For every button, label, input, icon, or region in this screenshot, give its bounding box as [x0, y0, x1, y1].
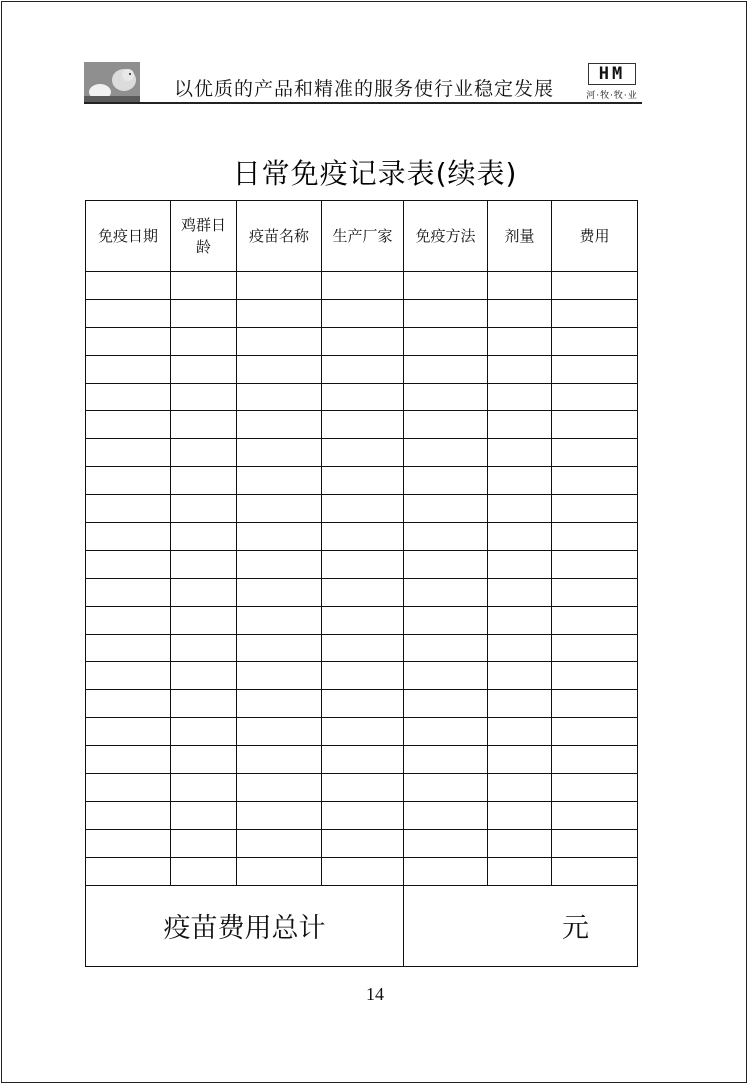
column-header-dosage: 剂量	[488, 201, 552, 272]
cell-date[interactable]	[86, 662, 171, 690]
cell-date[interactable]	[86, 801, 171, 829]
cell-vaccine-name[interactable]	[237, 550, 322, 578]
cell-flock-age[interactable]	[171, 355, 237, 383]
table-row	[86, 801, 638, 829]
header-slogan: 以优质的产品和精准的服务使行业稳定发展	[174, 78, 555, 100]
cell-vaccine-name[interactable]	[237, 690, 322, 718]
cell-dosage[interactable]	[488, 718, 552, 746]
cell-manufacturer[interactable]	[322, 439, 404, 467]
table-row	[86, 411, 638, 439]
cell-cost[interactable]	[552, 467, 638, 495]
cell-vaccine-name[interactable]	[237, 495, 322, 523]
cell-vaccine-name[interactable]	[237, 439, 322, 467]
table-row	[86, 439, 638, 467]
cell-date[interactable]	[86, 634, 171, 662]
cell-method[interactable]	[404, 857, 488, 885]
cell-flock-age[interactable]	[171, 774, 237, 802]
cell-date[interactable]	[86, 606, 171, 634]
cell-vaccine-name[interactable]	[237, 801, 322, 829]
cell-cost[interactable]	[552, 439, 638, 467]
column-header-vaccine-name: 疫苗名称	[237, 201, 322, 272]
cell-cost[interactable]	[552, 495, 638, 523]
cell-method[interactable]	[404, 690, 488, 718]
cell-flock-age[interactable]	[171, 829, 237, 857]
cell-method[interactable]	[404, 774, 488, 802]
cell-method[interactable]	[404, 746, 488, 774]
cell-flock-age[interactable]	[171, 467, 237, 495]
cell-manufacturer[interactable]	[322, 383, 404, 411]
header-divider	[84, 102, 642, 104]
cell-method[interactable]	[404, 355, 488, 383]
column-header-flock-age	[171, 201, 237, 272]
cell-flock-age[interactable]	[171, 495, 237, 523]
table-row	[86, 355, 638, 383]
table-row	[86, 774, 638, 802]
cell-method[interactable]	[404, 634, 488, 662]
cell-vaccine-name[interactable]	[237, 774, 322, 802]
cell-method[interactable]	[404, 467, 488, 495]
cell-dosage[interactable]	[488, 746, 552, 774]
cell-date[interactable]	[86, 355, 171, 383]
cell-method[interactable]	[404, 578, 488, 606]
cell-manufacturer[interactable]	[322, 746, 404, 774]
table-row	[86, 299, 638, 327]
cell-method[interactable]	[404, 383, 488, 411]
cell-vaccine-name[interactable]	[237, 272, 322, 300]
cell-vaccine-name[interactable]	[237, 662, 322, 690]
cell-method[interactable]	[404, 411, 488, 439]
cell-cost[interactable]	[552, 857, 638, 885]
company-logo	[583, 63, 641, 101]
cell-method[interactable]	[404, 495, 488, 523]
cell-vaccine-name[interactable]	[237, 718, 322, 746]
cell-manufacturer[interactable]	[322, 272, 404, 300]
cell-dosage[interactable]	[488, 606, 552, 634]
cell-cost[interactable]	[552, 299, 638, 327]
cell-flock-age[interactable]	[171, 327, 237, 355]
cell-manufacturer[interactable]	[322, 634, 404, 662]
cell-cost[interactable]	[552, 523, 638, 551]
cell-dosage[interactable]	[488, 634, 552, 662]
cell-vaccine-name[interactable]	[237, 383, 322, 411]
cell-date[interactable]	[86, 299, 171, 327]
cell-cost[interactable]	[552, 383, 638, 411]
cell-method[interactable]	[404, 801, 488, 829]
cell-flock-age[interactable]	[171, 857, 237, 885]
cell-vaccine-name[interactable]	[237, 299, 322, 327]
cell-dosage[interactable]	[488, 439, 552, 467]
page-title: 日常免疫记录表(续表)	[232, 157, 518, 190]
cell-flock-age[interactable]	[171, 439, 237, 467]
cell-flock-age[interactable]	[171, 690, 237, 718]
cell-method[interactable]	[404, 718, 488, 746]
cell-date[interactable]	[86, 829, 171, 857]
table-row	[86, 690, 638, 718]
cell-flock-age[interactable]	[171, 578, 237, 606]
cell-vaccine-name[interactable]	[237, 634, 322, 662]
table-row	[86, 578, 638, 606]
cell-flock-age[interactable]	[171, 272, 237, 300]
cell-cost[interactable]	[552, 829, 638, 857]
cell-manufacturer[interactable]	[322, 857, 404, 885]
table-header-row	[86, 201, 638, 272]
cell-date[interactable]	[86, 550, 171, 578]
cell-cost[interactable]	[552, 355, 638, 383]
total-cost-field[interactable]: 元	[404, 885, 638, 966]
cell-manufacturer[interactable]	[322, 327, 404, 355]
cell-cost[interactable]	[552, 662, 638, 690]
cell-manufacturer[interactable]	[322, 355, 404, 383]
cell-cost[interactable]	[552, 718, 638, 746]
cell-cost[interactable]	[552, 411, 638, 439]
cell-manufacturer[interactable]	[322, 829, 404, 857]
cell-manufacturer[interactable]	[322, 578, 404, 606]
column-header-manufacturer: 生产厂家	[322, 201, 404, 272]
table-row	[86, 383, 638, 411]
cell-dosage[interactable]	[488, 662, 552, 690]
table-row	[86, 523, 638, 551]
cell-cost[interactable]	[552, 801, 638, 829]
cell-method[interactable]	[404, 327, 488, 355]
column-header-flock-age-text: 鸡群日龄	[180, 216, 226, 256]
page-number: 14	[366, 984, 384, 1004]
table-row	[86, 606, 638, 634]
cell-cost[interactable]	[552, 634, 638, 662]
cell-vaccine-name[interactable]	[237, 411, 322, 439]
cell-flock-age[interactable]	[171, 299, 237, 327]
cell-vaccine-name[interactable]	[237, 746, 322, 774]
cell-date[interactable]	[86, 383, 171, 411]
cell-dosage[interactable]	[488, 578, 552, 606]
cell-vaccine-name[interactable]	[237, 467, 322, 495]
logo-letters: HM	[588, 63, 636, 85]
cell-manufacturer[interactable]	[322, 662, 404, 690]
cell-date[interactable]	[86, 439, 171, 467]
cell-vaccine-name[interactable]	[237, 327, 322, 355]
cell-cost[interactable]	[552, 690, 638, 718]
cell-manufacturer[interactable]	[322, 801, 404, 829]
cell-cost[interactable]	[552, 272, 638, 300]
cell-flock-age[interactable]	[171, 383, 237, 411]
cell-manufacturer[interactable]	[322, 690, 404, 718]
immunization-record-table	[85, 200, 638, 967]
cell-dosage[interactable]	[488, 801, 552, 829]
cell-vaccine-name[interactable]	[237, 857, 322, 885]
total-row	[86, 885, 638, 966]
cell-cost[interactable]	[552, 746, 638, 774]
cell-method[interactable]	[404, 299, 488, 327]
table-row	[86, 550, 638, 578]
cell-dosage[interactable]	[488, 299, 552, 327]
cell-method[interactable]	[404, 439, 488, 467]
cell-manufacturer[interactable]	[322, 774, 404, 802]
cell-dosage[interactable]	[488, 411, 552, 439]
cell-flock-age[interactable]	[171, 634, 237, 662]
cell-dosage[interactable]	[488, 467, 552, 495]
cell-flock-age[interactable]	[171, 411, 237, 439]
cell-manufacturer[interactable]	[322, 299, 404, 327]
table-row	[86, 829, 638, 857]
cell-manufacturer[interactable]	[322, 718, 404, 746]
total-cost-label: 疫苗费用总计	[86, 885, 404, 966]
cell-cost[interactable]	[552, 550, 638, 578]
cell-date[interactable]	[86, 774, 171, 802]
cell-manufacturer[interactable]	[322, 495, 404, 523]
column-header-date: 免疫日期	[86, 201, 171, 272]
cell-dosage[interactable]	[488, 272, 552, 300]
cell-dosage[interactable]	[488, 690, 552, 718]
cell-dosage[interactable]	[488, 523, 552, 551]
cell-manufacturer[interactable]	[322, 411, 404, 439]
cell-vaccine-name[interactable]	[237, 355, 322, 383]
cell-vaccine-name[interactable]	[237, 606, 322, 634]
cell-date[interactable]	[86, 690, 171, 718]
cell-manufacturer[interactable]	[322, 523, 404, 551]
cell-flock-age[interactable]	[171, 718, 237, 746]
cell-dosage[interactable]	[488, 327, 552, 355]
table-row	[86, 495, 638, 523]
cell-date[interactable]	[86, 523, 171, 551]
cell-cost[interactable]	[552, 578, 638, 606]
cell-dosage[interactable]	[488, 383, 552, 411]
cell-manufacturer[interactable]	[322, 550, 404, 578]
cell-dosage[interactable]	[488, 774, 552, 802]
cell-flock-age[interactable]	[171, 801, 237, 829]
cell-dosage[interactable]	[488, 857, 552, 885]
cell-date[interactable]	[86, 578, 171, 606]
cell-manufacturer[interactable]	[322, 606, 404, 634]
cell-date[interactable]	[86, 495, 171, 523]
table-row	[86, 857, 638, 885]
cell-cost[interactable]	[552, 774, 638, 802]
cell-manufacturer[interactable]	[322, 467, 404, 495]
cell-flock-age[interactable]	[171, 746, 237, 774]
cell-method[interactable]	[404, 606, 488, 634]
cell-dosage[interactable]	[488, 829, 552, 857]
cell-method[interactable]	[404, 550, 488, 578]
table-row	[86, 746, 638, 774]
cell-date[interactable]	[86, 718, 171, 746]
table-row	[86, 272, 638, 300]
cell-date[interactable]	[86, 746, 171, 774]
cell-date[interactable]	[86, 857, 171, 885]
table-row	[86, 634, 638, 662]
cell-cost[interactable]	[552, 606, 638, 634]
table-row	[86, 662, 638, 690]
cell-date[interactable]	[86, 272, 171, 300]
cell-flock-age[interactable]	[171, 550, 237, 578]
cell-vaccine-name[interactable]	[237, 523, 322, 551]
cell-method[interactable]	[404, 272, 488, 300]
page-header	[84, 58, 644, 104]
cell-date[interactable]	[86, 327, 171, 355]
logo-subtitle: 河·牧·牧·业	[586, 91, 638, 101]
cell-dosage[interactable]	[488, 550, 552, 578]
cell-method[interactable]	[404, 829, 488, 857]
cell-date[interactable]	[86, 411, 171, 439]
column-header-cost: 费用	[552, 201, 638, 272]
cell-dosage[interactable]	[488, 355, 552, 383]
table-row	[86, 327, 638, 355]
table-row	[86, 467, 638, 495]
cell-method[interactable]	[404, 662, 488, 690]
cell-vaccine-name[interactable]	[237, 829, 322, 857]
cell-date[interactable]	[86, 467, 171, 495]
table-body	[86, 272, 638, 886]
chick-photo-icon	[84, 62, 140, 102]
cell-vaccine-name[interactable]	[237, 578, 322, 606]
cell-flock-age[interactable]	[171, 523, 237, 551]
table-row	[86, 718, 638, 746]
cell-flock-age[interactable]	[171, 606, 237, 634]
cell-dosage[interactable]	[488, 495, 552, 523]
cell-cost[interactable]	[552, 327, 638, 355]
cell-flock-age[interactable]	[171, 662, 237, 690]
column-header-method: 免疫方法	[404, 201, 488, 272]
cell-method[interactable]	[404, 523, 488, 551]
